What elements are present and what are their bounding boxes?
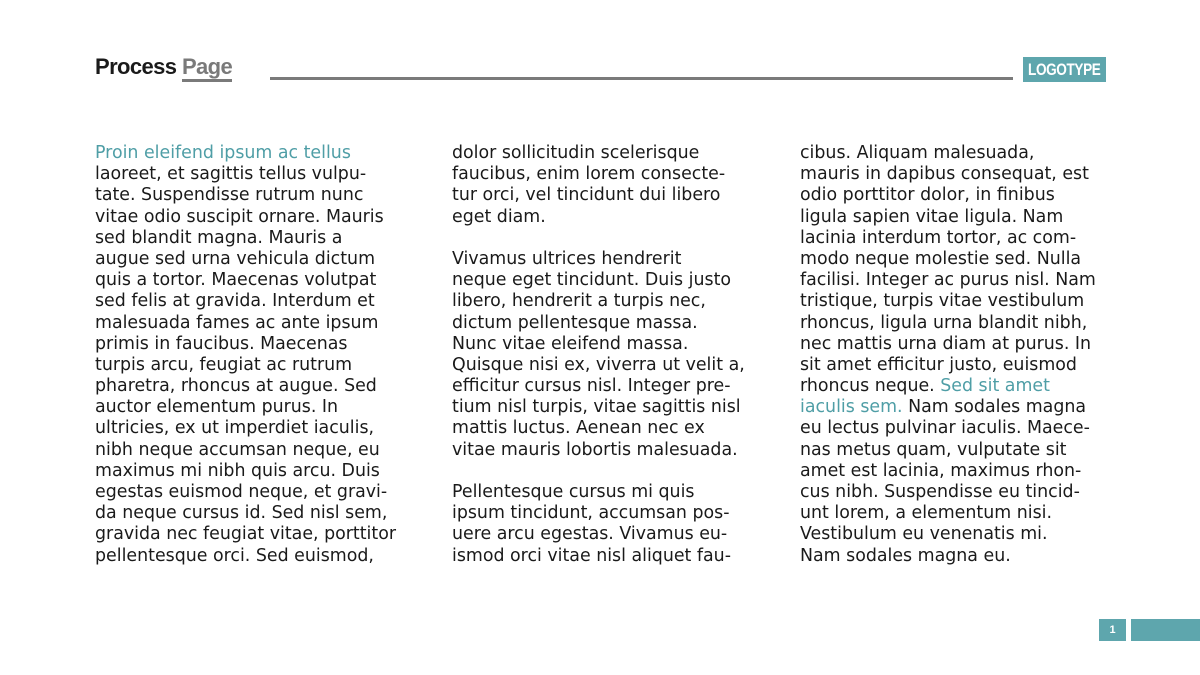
text-line	[452, 440, 772, 461]
header-rule	[270, 77, 1013, 80]
highlighted-text: Proin eleifend ipsum ac tellus	[95, 143, 351, 163]
text-column-2	[452, 143, 772, 567]
text-line	[800, 185, 1120, 206]
body-text: cibus. Aliquam malesuada,	[800, 143, 1035, 163]
footer-bar	[1131, 619, 1200, 641]
body-text: sit amet efficitur justo, euismod	[800, 354, 1077, 375]
body-text: Vivamus ultrices hendrerit	[452, 248, 682, 269]
text-line	[452, 482, 772, 503]
text-line	[800, 164, 1120, 185]
body-text: vitae mauris lobortis malesuada.	[452, 439, 738, 460]
page-title	[95, 54, 232, 80]
body-text: quis a tortor. Maecenas volutpat	[95, 270, 377, 291]
text-line	[452, 164, 772, 185]
body-text: unt lorem, a elementum nisi.	[800, 503, 1052, 524]
text-line	[95, 291, 415, 312]
body-text: odio porttitor dolor, in finibus	[800, 185, 1055, 206]
text-line	[800, 397, 1120, 418]
text-line	[800, 207, 1120, 228]
body-text: ipsum tincidunt, accumsan pos-	[452, 503, 730, 524]
text-line	[95, 207, 415, 228]
text-line	[95, 185, 415, 206]
body-text: eu lectus pulvinar iaculis. Maece-	[800, 418, 1090, 439]
body-text: libero, hendrerit a turpis nec,	[452, 291, 706, 312]
text-column-1	[95, 143, 415, 567]
body-text: nec mattis urna diam at purus. In	[800, 333, 1092, 354]
text-line	[95, 228, 415, 249]
text-line	[800, 334, 1120, 355]
body-text: primis in faucibus. Maecenas	[95, 333, 348, 354]
body-text: sed felis at gravida. Interdum et	[95, 291, 375, 312]
text-line	[95, 270, 415, 291]
text-line	[800, 355, 1120, 376]
body-text: eget diam.	[452, 206, 546, 227]
body-text: modo neque molestie sed. Nulla	[800, 248, 1082, 269]
text-line	[452, 249, 772, 270]
body-text: Pellentesque cursus mi quis	[452, 482, 695, 502]
text-line	[800, 228, 1120, 249]
text-line	[95, 164, 415, 185]
text-line	[800, 313, 1120, 334]
text-line	[95, 313, 415, 334]
body-text: dictum pellentesque massa.	[452, 312, 698, 333]
text-line	[452, 270, 772, 291]
text-line	[452, 291, 772, 312]
body-text: augue sed urna vehicula dictum	[95, 248, 376, 269]
body-text: tristique, turpis vitae vestibulum	[800, 291, 1085, 312]
body-text: gravida nec feugiat vitae, porttitor	[95, 524, 396, 545]
body-text: da neque cursus id. Sed nisl sem,	[95, 503, 388, 524]
body-text: mattis luctus. Aenean nec ex	[452, 418, 705, 439]
body-text: tur orci, vel tincidunt dui libero	[452, 185, 721, 206]
text-line	[95, 376, 415, 397]
body-text: Nunc vitae eleifend massa.	[452, 333, 689, 354]
text-line	[452, 334, 772, 355]
text-line	[800, 291, 1120, 312]
text-line	[452, 524, 772, 545]
body-text: Nam sodales magna	[902, 397, 1087, 418]
body-text: pharetra, rhoncus at augue. Sed	[95, 376, 377, 397]
body-text: lacinia interdum tortor, ac com-	[800, 227, 1077, 248]
body-text: dolor sollicitudin scelerisque	[452, 143, 700, 163]
text-line	[452, 503, 772, 524]
text-line	[452, 546, 772, 567]
text-line	[800, 270, 1120, 291]
text-line	[95, 503, 415, 524]
text-line	[95, 397, 415, 418]
text-line	[452, 376, 772, 397]
page-title-accent: Page	[182, 54, 232, 82]
body-text: cus nibh. Suspendisse eu tincid-	[800, 482, 1080, 502]
body-text: facilisi. Integer ac purus nisl. Nam	[800, 270, 1096, 291]
body-text: nibh neque accumsan neque, eu	[95, 439, 380, 460]
text-line	[95, 334, 415, 355]
text-line	[452, 185, 772, 206]
text-line	[95, 546, 415, 567]
body-text: rhoncus neque.	[800, 376, 941, 397]
body-text: tate. Suspendisse rutrum nunc	[95, 185, 364, 206]
body-text: rhoncus, ligula urna blandit nibh,	[800, 312, 1088, 333]
body-text: uere arcu egestas. Vivamus eu-	[452, 524, 728, 545]
body-text: ismod orci vitae nisl aliquet fau-	[452, 545, 731, 566]
body-text: malesuada fames ac ante ipsum	[95, 312, 379, 333]
text-line	[800, 461, 1120, 482]
body-text: amet est lacinia, maximus rhon-	[800, 460, 1082, 481]
body-text: efficitur cursus nisl. Integer pre-	[452, 376, 731, 397]
body-text: ligula sapien vitae ligula. Nam	[800, 206, 1064, 227]
paragraph-gap	[452, 228, 772, 249]
body-text: neque eget tincidunt. Duis justo	[452, 270, 732, 291]
text-line	[452, 355, 772, 376]
text-line	[800, 482, 1120, 503]
text-line	[800, 418, 1120, 439]
text-line	[800, 503, 1120, 524]
logo-text: LOGOTYPE	[1028, 59, 1101, 79]
page-number: 1	[1099, 619, 1126, 641]
body-text: egestas euismod neque, et gravi-	[95, 482, 388, 502]
body-text: faucibus, enim lorem consecte-	[452, 164, 726, 185]
body-text: pellentesque orci. Sed euismod,	[95, 545, 374, 566]
body-text: sed blandit magna. Mauris a	[95, 227, 343, 248]
text-line	[452, 207, 772, 228]
body-text: Quisque nisi ex, viverra ut velit a,	[452, 354, 745, 375]
body-text: auctor elementum purus. In	[95, 397, 339, 418]
highlighted-text: iaculis sem.	[800, 397, 903, 418]
logo	[1023, 57, 1106, 82]
text-line	[95, 440, 415, 461]
slide-header	[95, 52, 1106, 88]
text-line	[95, 143, 415, 164]
body-text: Nam sodales magna eu.	[800, 545, 1011, 566]
body-text: nas metus quam, vulputate sit	[800, 439, 1067, 460]
text-line	[95, 524, 415, 545]
text-line	[452, 143, 772, 164]
body-text: maximus mi nibh quis arcu. Duis	[95, 460, 380, 481]
text-line	[452, 313, 772, 334]
body-text: Vestibulum eu venenatis mi.	[800, 524, 1048, 545]
body-text: turpis arcu, feugiat ac rutrum	[95, 354, 353, 375]
paragraph-gap	[452, 461, 772, 482]
text-line	[95, 418, 415, 439]
text-line	[800, 143, 1120, 164]
body-text: mauris in dapibus consequat, est	[800, 164, 1089, 185]
text-line	[95, 249, 415, 270]
text-line	[95, 482, 415, 503]
text-line	[452, 418, 772, 439]
page-title-bold: Process	[95, 54, 177, 79]
text-line	[800, 524, 1120, 545]
text-line	[800, 440, 1120, 461]
text-line	[95, 355, 415, 376]
text-line	[800, 546, 1120, 567]
highlighted-text: Sed sit amet	[940, 376, 1050, 397]
body-text: vitae odio suscipit ornare. Mauris	[95, 206, 384, 227]
text-line	[800, 249, 1120, 270]
text-line	[452, 397, 772, 418]
text-line	[95, 461, 415, 482]
text-column-3	[800, 143, 1120, 567]
body-text: ultricies, ex ut imperdiet iaculis,	[95, 418, 375, 439]
body-text: laoreet, et sagittis tellus vulpu-	[95, 164, 367, 185]
text-line	[800, 376, 1120, 397]
body-text: tium nisl turpis, vitae sagittis nisl	[452, 397, 741, 418]
